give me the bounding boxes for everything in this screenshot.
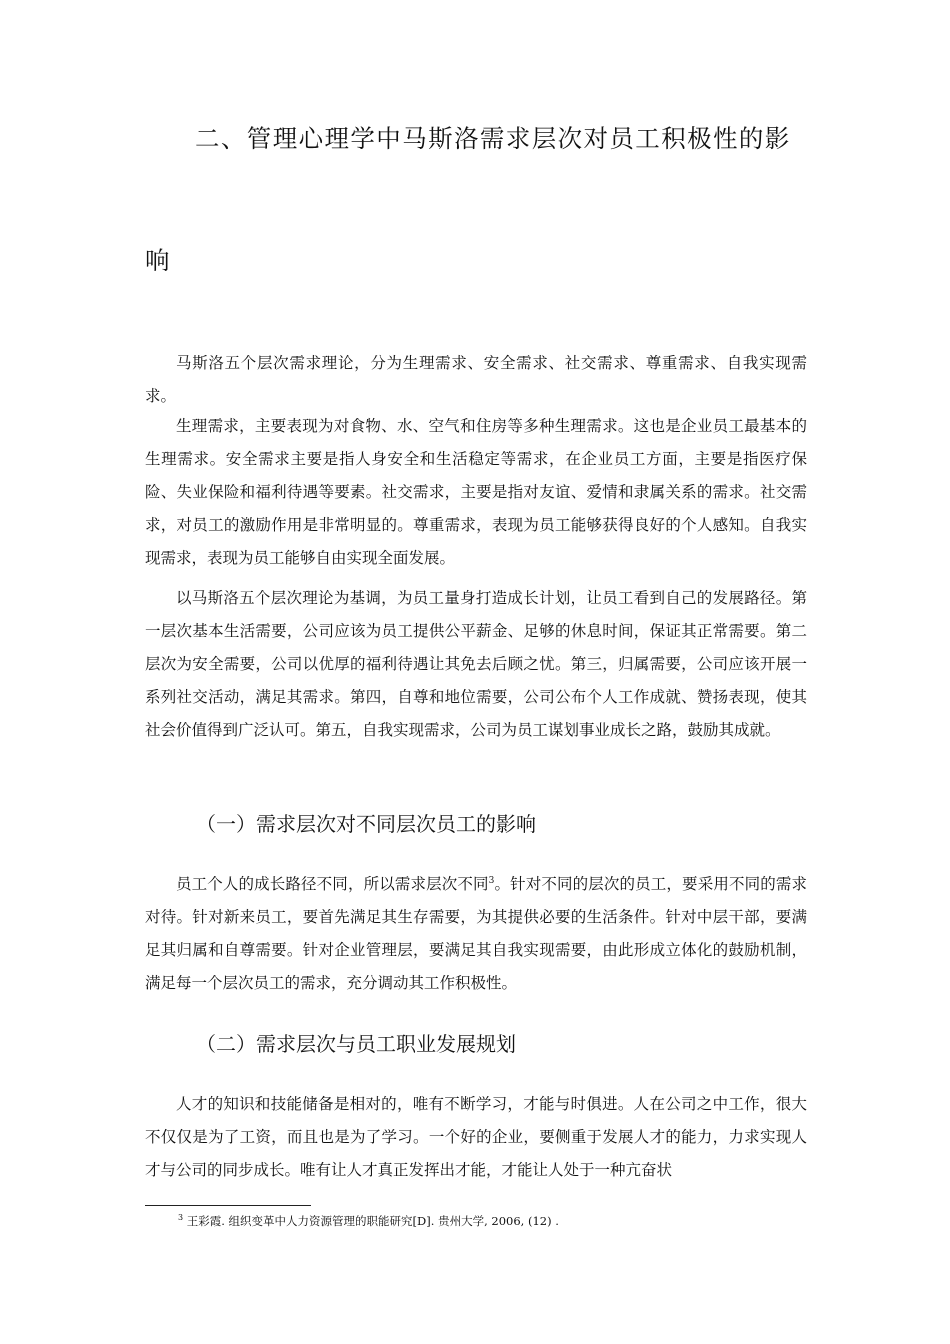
section1-text-b: 。针对不同的层次的员工，要采用不同的需求对待。针对新来员工，要首先满足其生存需要，为其提供必要的生活条件。针对中层干部，要满足其归属和自尊需要。针对企业管理层，要满足其自我实现需要，由此形成立体化的鼓励机制，满足每一个层次员工的需求，充分调动其工作积极性。	[145, 875, 807, 992]
footnote-reference[interactable]: 3	[488, 875, 495, 886]
footnote-divider	[145, 1205, 311, 1206]
intro-paragraph-3: 以马斯洛五个层次理论为基调，为员工量身打造成长计划，让员工看到自己的发展路径。第一层次基本生活需要，公司应该为员工提供公平薪金、足够的休息时间，保证其正常需要。第二层次为安全需要，公司以优厚的福利待遇让其免去后顾之忧。第三，归属需要，公司应该开展一系列社交活动，满足其需求。第四，自尊和地位需要，公司公布个人工作成就、赞扬表现，使其社会价值得到广泛认可。第五，自我实现需求，公司为员工谋划事业成长之路，鼓励其成就。	[145, 589, 807, 739]
section2-paragraph: 人才的知识和技能储备是相对的，唯有不断学习，才能与时俱进。人在公司之中工作，很大不仅仅是为了工资，而且也是为了学习。一个好的企业，要侧重于发展人才的能力，力求实现人才与公司的同步成长。唯有让人才真正发挥出才能，才能让人处于一种亢奋状	[145, 1095, 807, 1179]
intro-paragraph-1: 马斯洛五个层次需求理论，分为生理需求、安全需求、社交需求、尊重需求、自我实现需求。	[145, 354, 807, 405]
section1-text-a: 员工个人的成长路径不同，所以需求层次不同	[176, 875, 489, 893]
section1-paragraph	[145, 868, 807, 1000]
footnote	[178, 1213, 559, 1229]
intro-paragraph-2: 生理需求，主要表现为对食物、水、空气和住房等多种生理需求。这也是企业员工最基本的生理需求。安全需求主要是指人身安全和生活稳定等需求，在企业员工方面，主要是指医疗保险、失业保险和福利待遇等要素。社交需求，主要是指对友谊、爱情和隶属关系的需求。社交需求，对员工的激励作用是非常明显的。尊重需求，表现为员工能够获得良好的个人感知。自我实现需求，表现为员工能够自由实现全面发展。	[145, 417, 807, 567]
section-heading-1: （一）需求层次对不同层次员工的影响	[196, 812, 536, 836]
footnote-number: 3	[178, 1213, 184, 1223]
section-heading-2: （二）需求层次与员工职业发展规划	[196, 1032, 516, 1056]
chapter-heading: 二、管理心理学中马斯洛需求层次对员工积极性的影	[195, 124, 791, 153]
footnote-text: 王彩霞. 组织变革中人力资源管理的职能研究[D]. 贵州大学, 2006, (12) .	[186, 1214, 559, 1228]
chapter-heading-continued: 响	[145, 246, 170, 275]
